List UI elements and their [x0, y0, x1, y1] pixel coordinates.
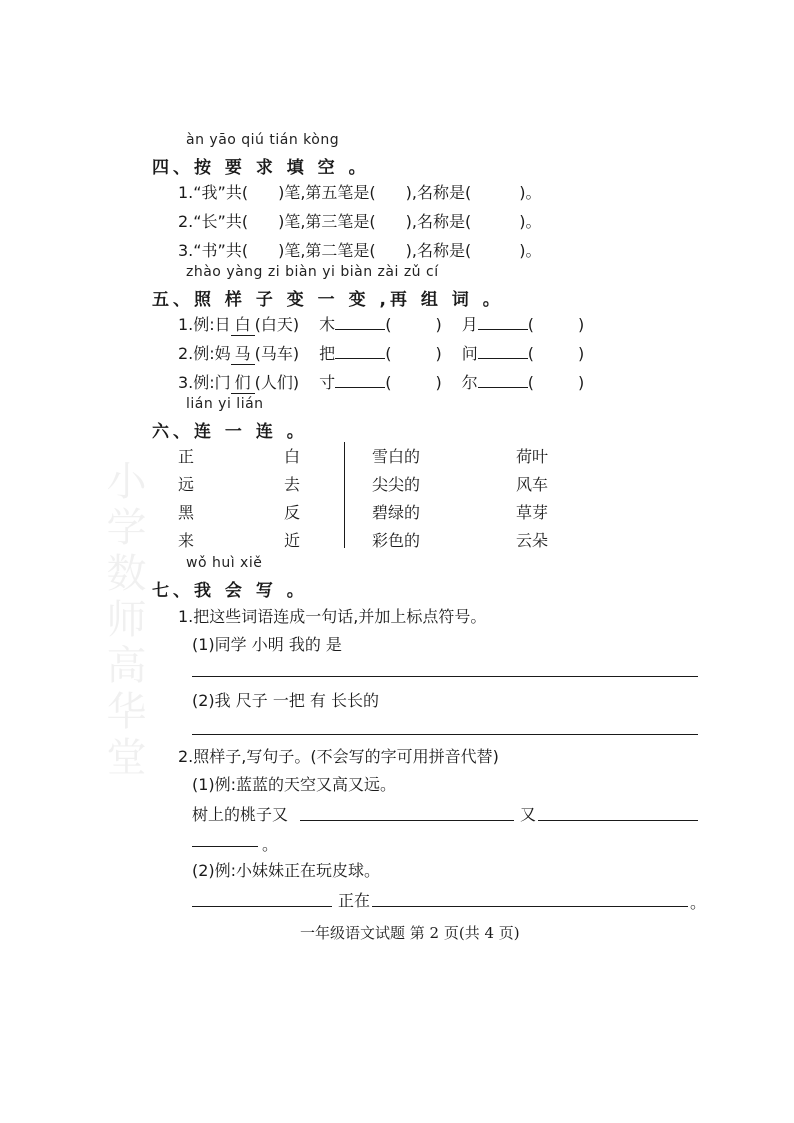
match-right-b-4[interactable]: 云朵 [516, 531, 549, 550]
match-right-a-3[interactable]: 碧绿的 [372, 503, 421, 522]
answer-line-q2a-3[interactable] [192, 846, 258, 847]
sec7-q1a: (1)同学 小明 我的 是 [192, 635, 342, 654]
sec5-item-2: 2.例:妈 马 (马车) 把 ( ) 问 ( ) [178, 341, 584, 365]
sec7-q1: 1.把这些词语连成一句话,并加上标点符号。 [178, 607, 487, 626]
answer-line-q2b-1[interactable] [192, 906, 332, 907]
sec7-q2a-start: 树上的桃子又 [192, 805, 289, 824]
page-footer: 一年级语文试题 第 2 页(共 4 页) [300, 924, 520, 942]
match-left-1[interactable]: 正 [178, 447, 195, 466]
column-divider [344, 442, 345, 548]
sec7-q2a-mid: 又 [520, 805, 537, 824]
match-left-3[interactable]: 黑 [178, 503, 195, 522]
match-right-b-2[interactable]: 风车 [516, 475, 549, 494]
sec4-pinyin: àn yāo qiú tián kòng [186, 132, 340, 148]
match-mid-3[interactable]: 反 [284, 503, 301, 522]
match-mid-2[interactable]: 去 [284, 475, 301, 494]
answer-line-q2b-2[interactable] [372, 906, 688, 907]
sec6-pinyin: lián yi lián [186, 396, 264, 412]
sec5-pinyin: zhào yàng zi biàn yi biàn zài zǔ cí [186, 264, 439, 280]
sec4-item-2: 2.“长”共( )笔,第三笔是( ),名称是( )。 [178, 212, 542, 231]
sec7-heading: 七、我 会 写 。 [152, 581, 308, 601]
answer-line-q2a-1[interactable] [300, 820, 514, 821]
sec5-item-1: 1.例:日 白 (白天) 木 ( ) 月 ( ) [178, 312, 584, 336]
sec7-q2b-end: 。 [690, 893, 707, 912]
sec5-heading: 五、照 样 子 变 一 变 ,再 组 词 。 [152, 290, 504, 310]
sec4-item-1: 1.“我”共( )笔,第五笔是( ),名称是( )。 [178, 183, 542, 202]
match-mid-1[interactable]: 白 [284, 447, 301, 466]
sec4-heading: 四、按 要 求 填 空 。 [152, 158, 370, 178]
watermark: 小学数师高华堂 [100, 460, 146, 782]
sec6-heading: 六、连 一 连 。 [152, 422, 308, 442]
sec7-q1b: (2)我 尺子 一把 有 长长的 [192, 691, 380, 710]
match-right-a-4[interactable]: 彩色的 [372, 531, 421, 550]
sec7-q2a-example: (1)例:蓝蓝的天空又高又远。 [192, 775, 397, 794]
match-right-b-1[interactable]: 荷叶 [516, 447, 549, 466]
answer-line-q2a-2[interactable] [538, 820, 698, 821]
match-right-b-3[interactable]: 草芽 [516, 503, 549, 522]
sec4-item-3: 3.“书”共( )笔,第二笔是( ),名称是( )。 [178, 241, 542, 260]
match-right-a-2[interactable]: 尖尖的 [372, 475, 421, 494]
answer-line-q1a[interactable] [192, 676, 698, 677]
match-left-2[interactable]: 远 [178, 475, 195, 494]
sec7-q2b-example: (2)例:小妹妹正在玩皮球。 [192, 861, 381, 880]
answer-line-q1b[interactable] [192, 734, 698, 735]
sec7-q2b-mid: 正在 [338, 891, 371, 910]
match-right-a-1[interactable]: 雪白的 [372, 447, 421, 466]
match-left-4[interactable]: 来 [178, 531, 195, 550]
sec7-q2: 2.照样子,写句子。(不会写的字可用拼音代替) [178, 747, 499, 766]
sec7-pinyin: wǒ huì xiě [186, 555, 263, 571]
sec5-item-3: 3.例:门 们 (人们) 寸 ( ) 尔 ( ) [178, 370, 584, 394]
sec7-q2a-end: 。 [262, 835, 279, 854]
match-mid-4[interactable]: 近 [284, 531, 301, 550]
